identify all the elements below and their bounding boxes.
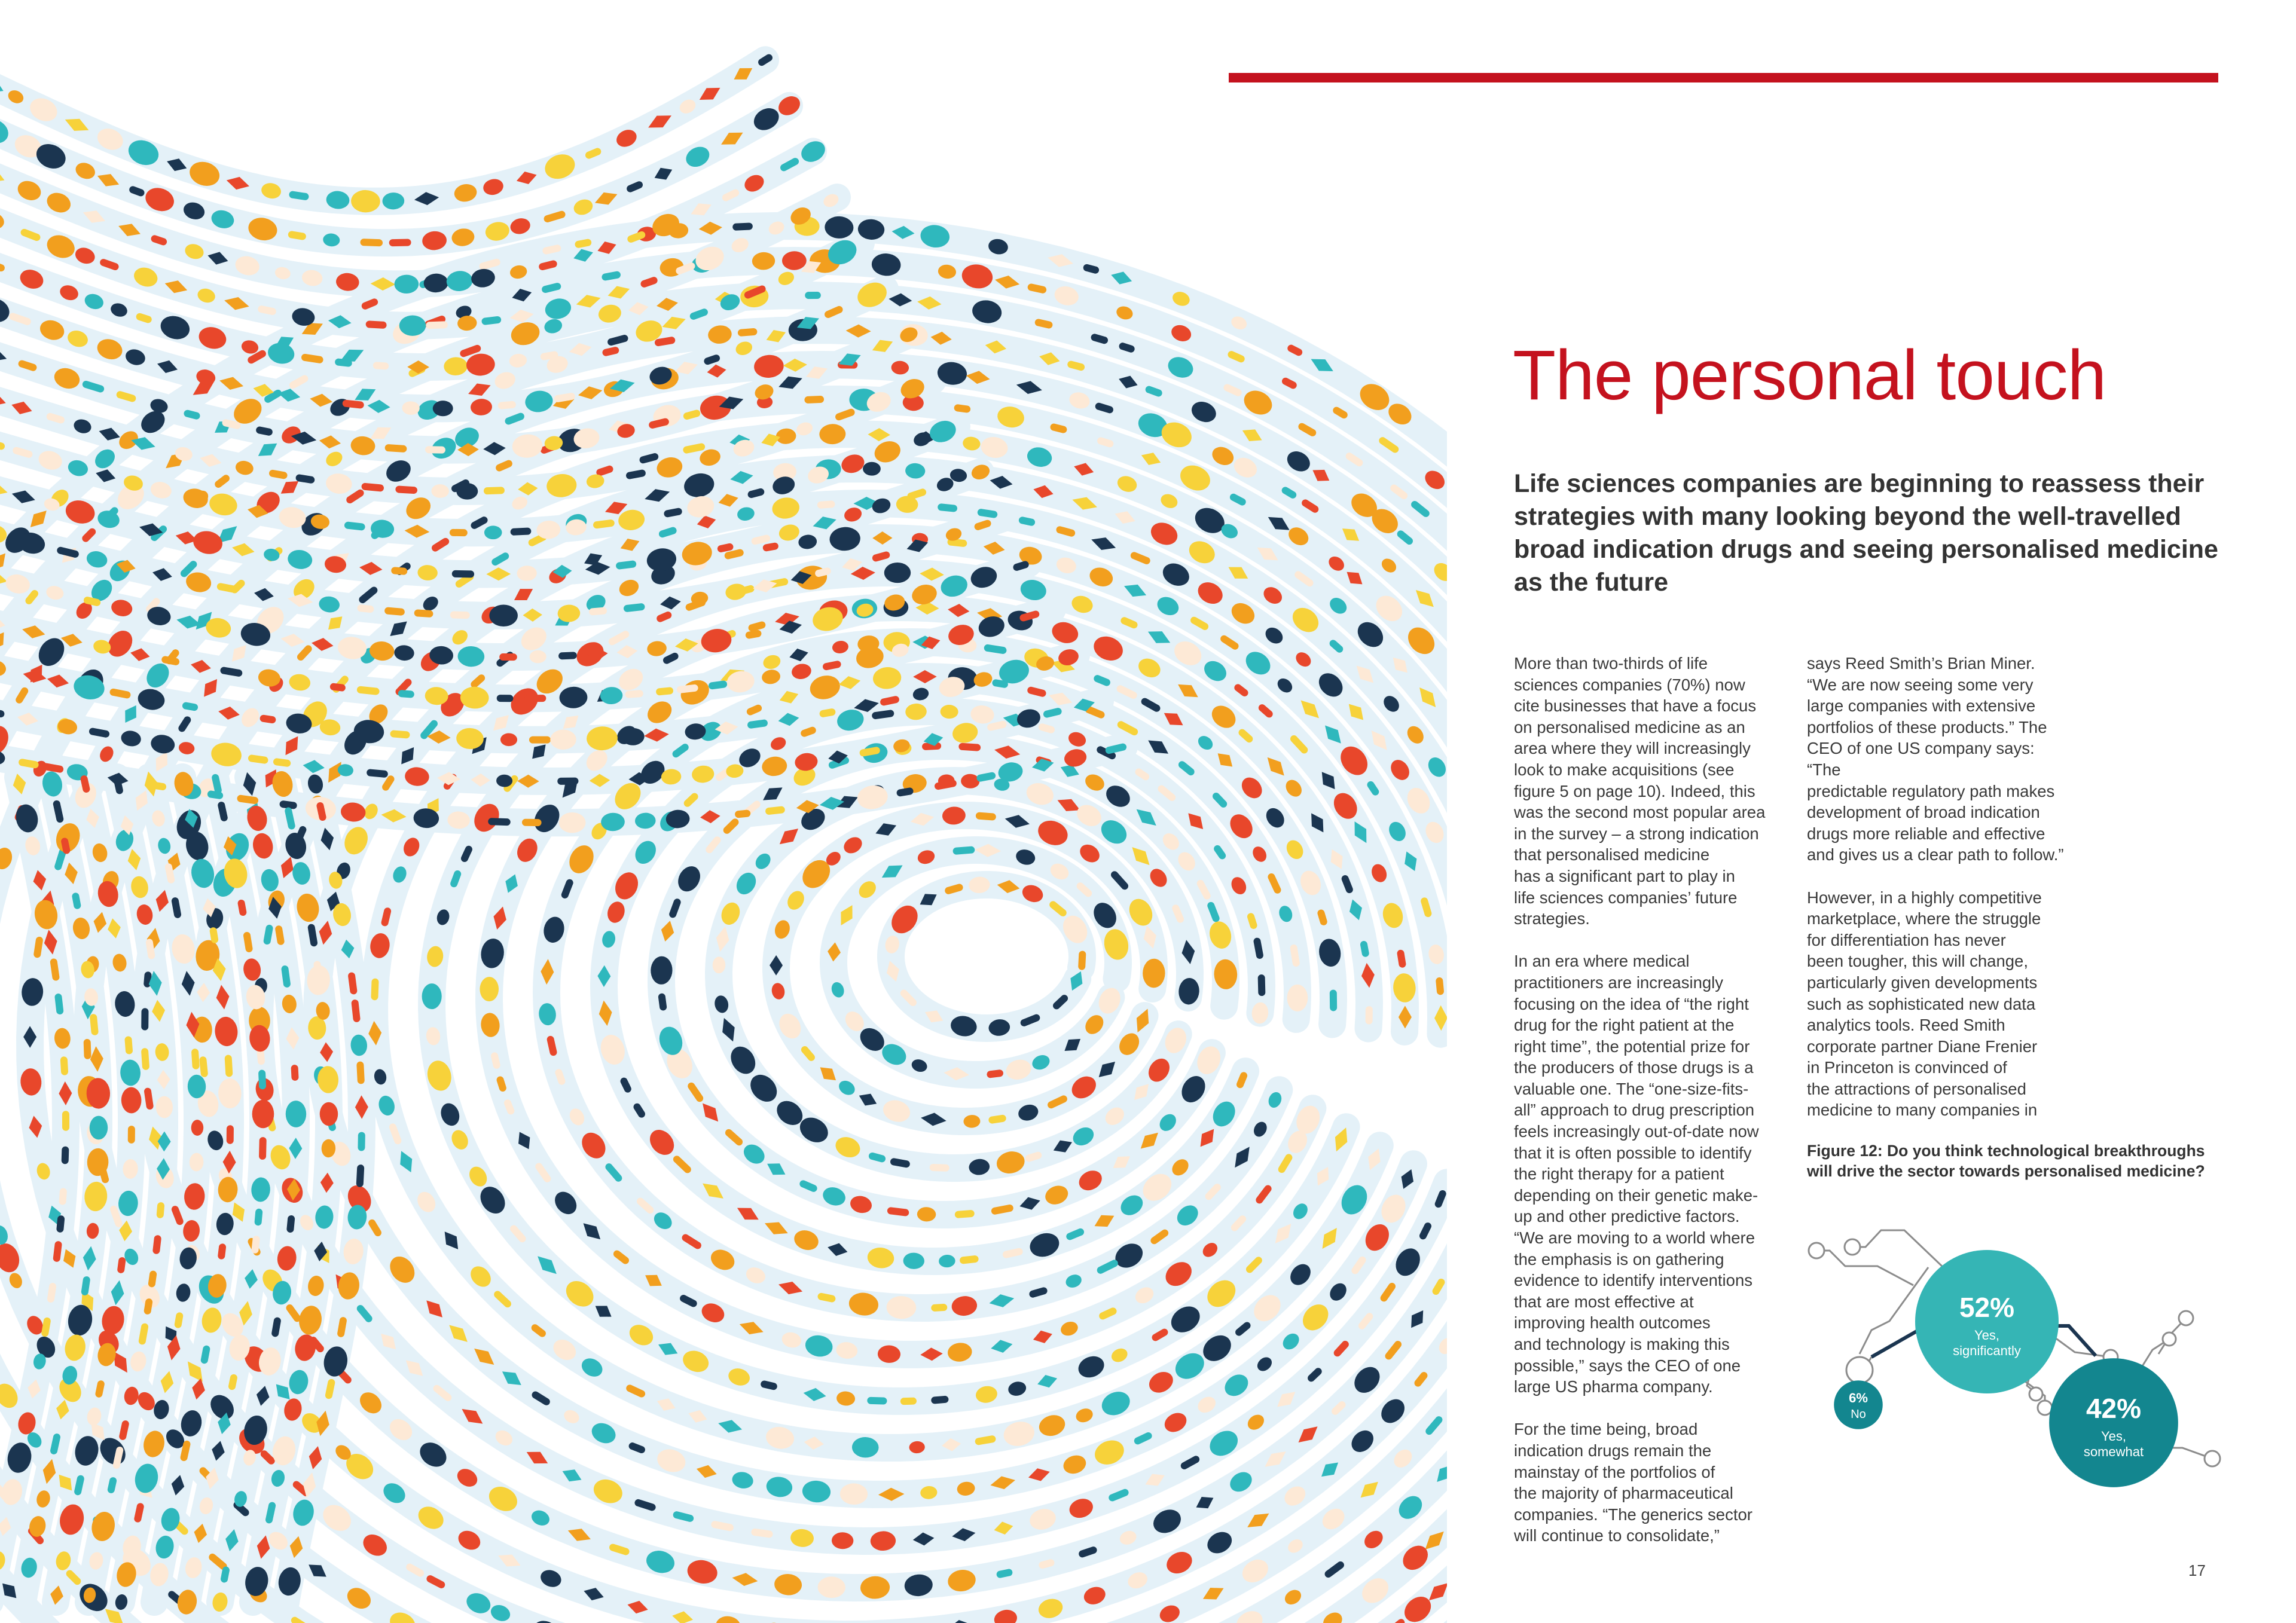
ridge-dash bbox=[224, 1055, 233, 1077]
connector-node bbox=[2029, 1387, 2042, 1401]
ridge-dash bbox=[426, 321, 448, 329]
connector-node bbox=[1845, 1239, 1860, 1255]
ridge-dash bbox=[1258, 974, 1266, 996]
bubble-label: significantly bbox=[1953, 1343, 2021, 1358]
body-column-2 bbox=[1807, 653, 2064, 1142]
bubble-no bbox=[1834, 1380, 1883, 1429]
connector-node bbox=[2163, 1332, 2176, 1346]
bubble-yes-significantly bbox=[1915, 1250, 2059, 1393]
ridge-dash bbox=[124, 1036, 133, 1055]
ridge-dash bbox=[529, 736, 551, 744]
ridge-dot bbox=[559, 812, 586, 833]
figure-12-title: Figure 12: Do you think technological breakthroughs will drive the sector towards personalised medicine? bbox=[1807, 1142, 2205, 1180]
ridge-dash bbox=[389, 239, 411, 246]
ridge-dash bbox=[128, 1126, 135, 1144]
ridge-dash bbox=[450, 529, 468, 536]
bubble-value: 6% bbox=[1849, 1390, 1868, 1405]
ridge-dot bbox=[90, 1116, 108, 1140]
ridge-dot bbox=[433, 401, 453, 416]
bubble-label: somewhat bbox=[2083, 1444, 2144, 1459]
ridge-dash bbox=[499, 653, 517, 661]
page-title: The personal touch bbox=[1513, 336, 2106, 415]
body-paragraph: For the time being, broad indication drugs remain the mainstay of the portfolios of the majority of pharmaceutical companies. “The generics sector will continue to consolidate,” bbox=[1514, 1420, 1752, 1545]
ridge-dash bbox=[522, 819, 542, 827]
ridge-dash bbox=[900, 1398, 917, 1405]
ridge-dash bbox=[488, 818, 511, 826]
ridge-dash bbox=[805, 292, 821, 299]
ridge-dash bbox=[929, 1164, 949, 1172]
figure-12-chart bbox=[1794, 1196, 2236, 1554]
body-paragraph: However, in a highly competitive marketplace, where the struggle for differentiation has never been tougher, this will change, particularly given developments such as sophisticated new data analytics tools. Reed Smith corporate partner Diane Frenier in Princeton is convinced of the attractions of personalised medicine to many companies in bbox=[1807, 888, 2042, 1120]
ridge-dot bbox=[422, 983, 442, 1009]
ridge-dot bbox=[399, 315, 426, 335]
ridge-dash bbox=[1330, 990, 1337, 1011]
ridge-dash bbox=[558, 652, 577, 659]
ridge-dot bbox=[456, 483, 478, 500]
ridge-dash bbox=[59, 1188, 67, 1205]
ridge-dash bbox=[804, 396, 824, 404]
connector-node bbox=[2179, 1311, 2193, 1325]
bubble-value: 52% bbox=[1959, 1292, 2015, 1323]
ridge-dash bbox=[84, 1039, 91, 1059]
ridge-dash bbox=[62, 1111, 69, 1131]
ridge-dash bbox=[60, 1056, 69, 1075]
ridge-dot bbox=[489, 604, 518, 626]
bubble-label: Yes, bbox=[1974, 1328, 2000, 1343]
connector-line bbox=[1816, 1251, 1913, 1285]
ridge-dash bbox=[625, 690, 643, 698]
body-paragraph: In an era where medical practitioners are increasingly focusing on the idea of “the right drug for the right patient at the right time”, the potential prize for the producers of those drugs is a valuable one. The “one-size-fits- all” approach to drug prescription feels increasingly out-of-date now that it is often possible to identify the right therapy for a patient depending on their genetic make- up and other predictive factors. “We are moving to a world where the emphasis is on gathering evidence to identify interventions that are most effective at improving health outcomes and technology is making this possible,” says the CEO of one large US pharma company. bbox=[1514, 952, 1759, 1396]
ridge-dash bbox=[360, 239, 383, 246]
ridge-dash bbox=[450, 611, 470, 619]
connector-node bbox=[2038, 1401, 2052, 1415]
ridge-dot bbox=[884, 563, 911, 583]
ridge-dash bbox=[732, 222, 753, 231]
ridge-dash bbox=[484, 487, 505, 494]
ridge-dash bbox=[373, 362, 389, 370]
ridge-dash bbox=[356, 1061, 365, 1084]
ridge-dash bbox=[931, 1304, 948, 1312]
header-red-rule bbox=[1229, 73, 2218, 82]
ridge-dot bbox=[1287, 985, 1308, 1011]
ridge-dot bbox=[191, 1120, 204, 1136]
ridge-dash bbox=[395, 485, 417, 494]
bubble-yes-somewhat bbox=[2049, 1358, 2178, 1487]
ridge-dash bbox=[258, 1069, 266, 1089]
ridge-dash bbox=[141, 1048, 149, 1070]
ridge-dash bbox=[291, 1065, 298, 1081]
ridge-dash bbox=[259, 1137, 267, 1160]
bubble-label: No bbox=[1851, 1408, 1866, 1421]
bubble-label: Yes, bbox=[2100, 1429, 2127, 1444]
ridge-dash bbox=[358, 1132, 365, 1151]
ridge-dash bbox=[497, 695, 514, 702]
connector-node bbox=[1846, 1357, 1873, 1383]
page-number: 17 bbox=[2188, 1561, 2206, 1579]
ridge-dash bbox=[817, 500, 835, 509]
ridge-dash bbox=[452, 570, 475, 578]
bubble-value: 42% bbox=[2086, 1393, 2142, 1424]
ridge-dash bbox=[524, 695, 546, 702]
ridge-dash bbox=[391, 567, 408, 575]
ridge-dash bbox=[371, 979, 378, 1001]
intro-standfirst: Life sciences companies are beginning to reassess their strategies with many looking beyond the well-travelled broad indication drugs and seeing personalised medicine as the future bbox=[1514, 469, 2218, 597]
ridge-dash bbox=[227, 1125, 234, 1144]
ridge-dash bbox=[365, 320, 387, 329]
ridge-dash bbox=[414, 609, 433, 618]
ridge-dash bbox=[425, 446, 445, 454]
ridge-dash bbox=[1078, 950, 1086, 970]
body-paragraph: says Reed Smith’s Brian Miner. “We are now seeing some very large companies with extensive portfolios of these products.” The CEO of one US company says: “The predictable regulatory path makes development of broad indication drugs more reliable and effective and gives us a clear path to follow.” bbox=[1807, 654, 2064, 864]
connector-node bbox=[2205, 1451, 2220, 1466]
ridge-dot bbox=[863, 462, 881, 476]
ridge-dash bbox=[62, 1147, 69, 1164]
ridge-dash bbox=[398, 690, 414, 698]
ridge-dash bbox=[191, 1049, 200, 1069]
body-paragraph: More than two-thirds of life sciences companies (70%) now cite businesses that have a focus on personalised medicine as an area where they will increasingly look to make acquisitions (see figure 5 on page 10). Indeed, this was the second most popular area in the survey – a strong indication that personalised medicine has a significant part to play in life sciences companies’ future strategies. bbox=[1514, 654, 1766, 928]
ridge-dash bbox=[384, 444, 407, 453]
ridge-dash bbox=[1366, 1006, 1373, 1025]
ridge-dash bbox=[867, 1397, 887, 1405]
ridge-dash bbox=[356, 1164, 365, 1187]
ridge-dash bbox=[958, 743, 981, 751]
ridge-dash bbox=[557, 778, 578, 785]
ridge-dash bbox=[141, 1008, 148, 1030]
connector-node bbox=[1809, 1243, 1824, 1258]
body-column-1 bbox=[1514, 653, 1771, 1568]
ridge-dash bbox=[510, 527, 531, 536]
